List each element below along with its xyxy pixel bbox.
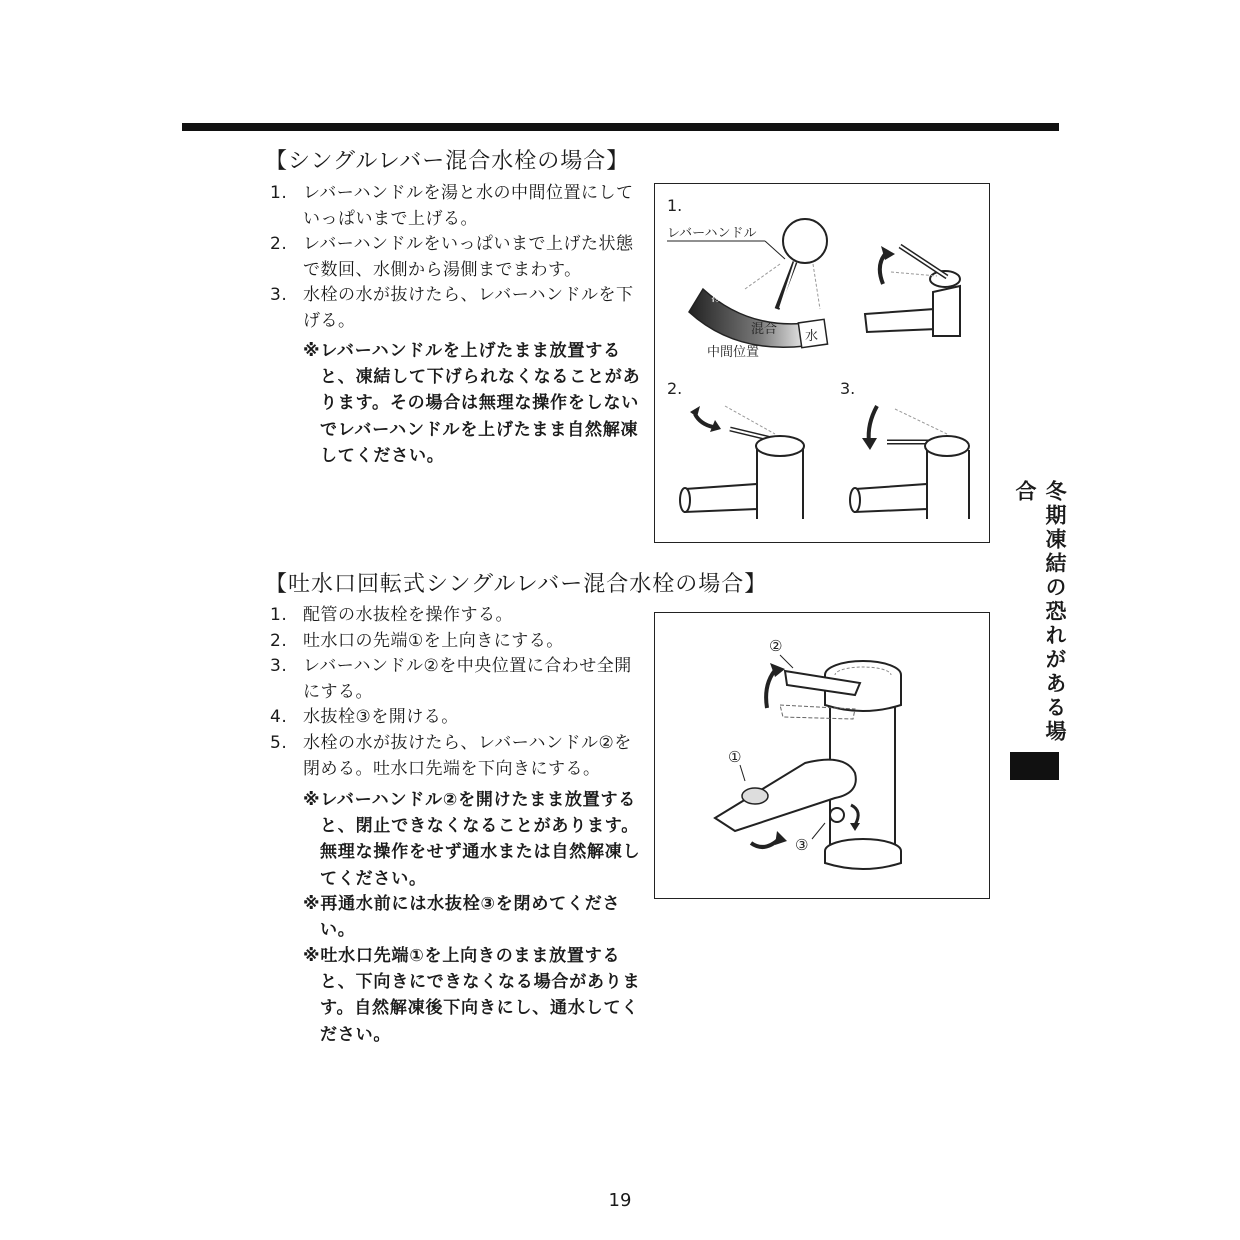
side-tab-label: 冬期凍結の恐れがある場合 bbox=[1013, 480, 1067, 744]
marker-2: ② bbox=[769, 637, 783, 655]
page-number: 19 bbox=[608, 1190, 632, 1211]
note-spout-up: ※吐水口先端①を上向きのまま放置すると、下向きにできなくなる場合があります。自然解凍後下向きにし、通水してください。 bbox=[303, 946, 641, 1045]
step-item: 1. レバーハンドルを湯と水の中間位置にしていっぱいまで上げる。 bbox=[270, 183, 634, 229]
step-item: 2. レバーハンドルをいっぱいまで上げた状態で数回、水側から湯側までまわす。 bbox=[270, 234, 634, 280]
marker-3: ③ bbox=[795, 836, 809, 854]
step-item: 3. レバーハンドル②を中央位置に合わせ全開にする。 bbox=[270, 656, 632, 702]
top-rule bbox=[182, 123, 1059, 131]
rotary-spout-illustration bbox=[655, 613, 991, 900]
temperature-dial bbox=[689, 289, 815, 347]
fig-step1-label: 1. bbox=[667, 196, 683, 215]
mix-label: 混合 bbox=[751, 322, 778, 337]
section-title-rotary-spout: 【吐水口回転式シングルレバー混合水栓の場合】 bbox=[265, 572, 768, 597]
steps-single-lever bbox=[270, 181, 635, 335]
hot-label: 湯 bbox=[711, 289, 725, 305]
side-tab bbox=[1010, 480, 1067, 750]
middle-position-label: 中間位置 bbox=[707, 345, 760, 360]
fig-step3-label: 3. bbox=[840, 379, 856, 398]
note-open-lever: ※レバーハンドル②を開けたまま放置すると、閉止できなくなることがあります。無理な操作をせず通水または自然解凍してください。 bbox=[303, 790, 641, 889]
step-item: 3. 水栓の水が抜けたら、レバーハンドルを下げる。 bbox=[270, 285, 634, 331]
figure-rotary-spout bbox=[654, 612, 990, 899]
steps-rotary-spout bbox=[270, 603, 640, 782]
note-single-lever: ※レバーハンドルを上げたまま放置すると、凍結して下げられなくなることがあります。その場合は無理な操作をしないでレバーハンドルを上げたまま自然解凍してください。 bbox=[303, 341, 641, 466]
marker-1: ① bbox=[728, 748, 742, 766]
side-tab-marker bbox=[1010, 752, 1059, 780]
section-title-single-lever: 【シングルレバー混合水栓の場合】 bbox=[265, 149, 630, 174]
step-item: 2. 吐水口の先端①を上向きにする。 bbox=[270, 630, 564, 651]
figure-single-lever bbox=[654, 183, 990, 543]
note-close-drain: ※再通水前には水抜栓③を閉めてください。 bbox=[303, 894, 621, 941]
cold-label: 水 bbox=[805, 329, 819, 344]
single-lever-illustration bbox=[655, 184, 991, 544]
step-item: 4. 水抜栓③を開ける。 bbox=[270, 707, 459, 728]
step-item: 1. 配管の水抜栓を操作する。 bbox=[270, 605, 513, 625]
step-item: 5. 水栓の水が抜けたら、レバーハンドル②を閉める。吐水口先端を下向きにする。 bbox=[270, 732, 632, 779]
fig-step2-label: 2. bbox=[667, 379, 683, 398]
lever-handle-label: レバーハンドル bbox=[667, 226, 757, 241]
